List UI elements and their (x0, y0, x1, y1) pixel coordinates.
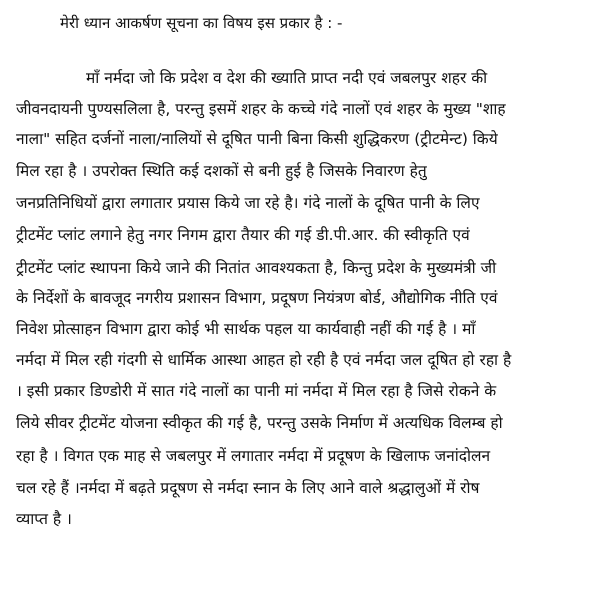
paragraph-line: के निर्देशों के बावजूद नगरीय प्रशासन विभाग, प्रदूषण नियंत्रण बोर्ड, औद्योगिक नीति एवं (16, 289, 498, 307)
paragraph-line: जीवनदायनी पुण्यसलिला है, परन्तु इसमें शहर के कच्चे गंदे नालों एवं शहर के मुख्य "शाह (16, 100, 506, 118)
paragraph-line: चल रहे हैं ।नर्मदा में बढ़ते प्रदूषण से नर्मदा स्नान के लिए आने वाले श्रद्धालुओं में रोष (16, 479, 480, 497)
paragraph-line: रहा है । विगत एक माह से जबलपुर में लगातार नर्मदा में प्रदूषण के खिलाफ जनांदोलन (16, 447, 491, 465)
paragraph-line: जनप्रतिनिधियों द्वारा लगातार प्रयास किये जा रहे है। गंदे नालों के दूषित पानी के लिए (16, 194, 480, 212)
paragraph-line: नर्मदा में मिल रही गंदगी से धार्मिक आस्था आहत हो रही है एवं नर्मदा जल दूषित हो रहा है (16, 351, 512, 369)
paragraph-line: नाला" सहित दर्जनों नाला/नालियों से दूषित पानी बिना किसी शुद्धिकरण (ट्रीटमेन्ट) किये (16, 130, 498, 148)
notice-heading: मेरी ध्यान आकर्षण सूचना का विषय इस प्रकार है : - (60, 14, 343, 32)
paragraph-line: ट्रीटमेंट प्लांट लगाने हेतु नगर निगम द्वारा तैयार की गई डी.पी.आर. की स्वीकृति एवं (16, 226, 470, 244)
paragraph-line: निवेश प्रोत्साहन विभाग द्वारा कोई भी सार्थक पहल या कार्यवाही नहीं की गई है । माँ (16, 320, 476, 338)
paragraph-line: माँ नर्मदा जो कि प्रदेश व देश की ख्याति प्राप्त नदी एवं जबलपुर शहर की (86, 69, 488, 87)
paragraph-line: लिये सीवर ट्रीटमेंट योजना स्वीकृत की गई है, परन्तु उसके निर्माण में अत्यधिक विलम्ब हो (16, 414, 503, 432)
paragraph-line: । इसी प्रकार डिण्डोरी में सात गंदे नालों का पानी मां नर्मदा में मिल रहा है जिसे रोकने के (16, 382, 497, 400)
paragraph-line: ट्रीटमेंट प्लांट स्थापना किये जाने की नितांत आवश्यकता है, किन्तु प्रदेश के मुख्यमंत्री जी (16, 259, 497, 277)
paragraph-line: मिल रहा है । उपरोक्त स्थिति कई दशकों से बनी हुई है जिसके निवारण हेतु (16, 162, 427, 180)
paragraph-line: व्याप्त है । (16, 510, 72, 528)
